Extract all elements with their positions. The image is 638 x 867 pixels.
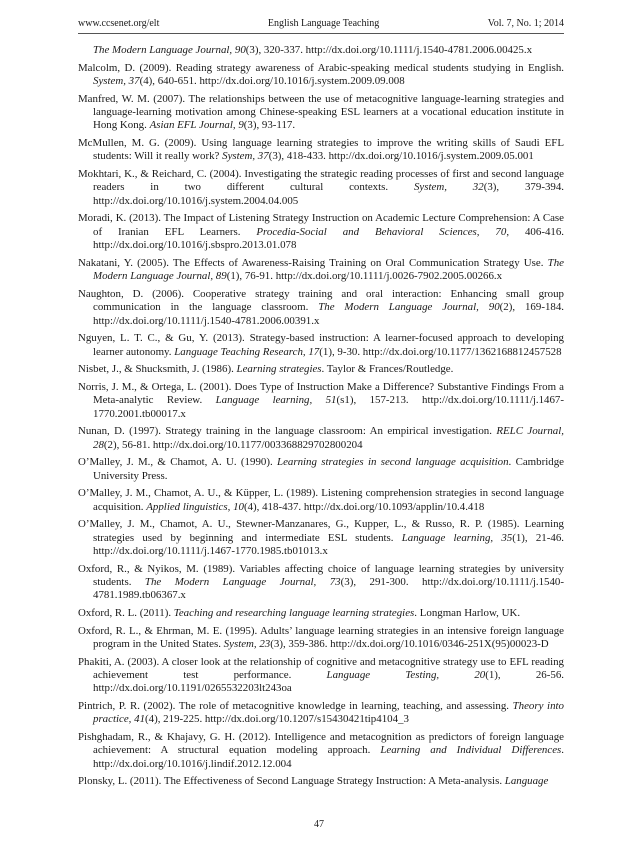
reference-source-italic: Language learning, 51 — [215, 394, 337, 407]
reference-entry — [78, 775, 564, 788]
reference-text: (3), 320-337. http://dx.doi.org/10.1111/j.1540-4781.2006.00425.x — [245, 44, 533, 56]
reference-text: Oxford, R. L., & Ehrman, M. E. (1995). Adults’ language learning strategies in an intensive foreign language program in the United States. — [78, 624, 564, 651]
reference-list — [78, 44, 564, 793]
reference-text: Nunan, D. (1997). Strategy training in the language classroom: An empirical investigation. — [78, 425, 497, 438]
reference-text: (3), 291-300. http://dx.doi.org/10.1111/j.1540-4781.1989.tb06367.x — [93, 576, 564, 602]
reference-text: Pishghadam, R., & Khajavy, G. H. (2012). Intelligence and metacognition as predictors of foreign language achievement: A structural equation modeling approach. — [78, 731, 564, 757]
reference-entry — [78, 257, 564, 284]
reference-source-italic: Procedia-Social and Behavioral Sciences, 70 — [256, 225, 507, 238]
reference-text: Oxford, R., & Nyikos, M. (1989). Variables affecting choice of language learning strategies by university students. — [78, 562, 564, 589]
reference-entry — [78, 363, 564, 376]
reference-text: , 406-416. http://dx.doi.org/10.1016/j.sbspro.2013.01.078 — [93, 225, 565, 252]
reference-text: (1), 26-56. http://dx.doi.org/10.1191/0265532203lt243oa — [93, 669, 564, 695]
reference-text: O’Malley, J. M., Chamot, A. U., Stewner-Manzanares, G., Kupper, L., & Russo, R. P. (1985). Learning strategies used by beginning and intermediate ESL students. — [78, 518, 564, 544]
reference-entry — [78, 288, 564, 328]
reference-source-italic: System, 32 — [413, 181, 484, 194]
reference-text: (2), 56-81. http://dx.doi.org/10.1177/003368829702800204 — [103, 438, 363, 451]
reference-text: Plonsky, L. (2011). The Effectiveness of Second Language Strategy Instruction: A Meta-analysis. — [78, 775, 505, 788]
reference-entry — [78, 332, 564, 359]
running-header — [78, 16, 564, 34]
reference-source-italic: The Modern Language Journal, 73 — [144, 576, 341, 589]
reference-source-italic: Language learning, 35 — [401, 531, 513, 544]
reference-text: Nisbet, J., & Shucksmith, J. (1986). — [78, 363, 237, 376]
reference-entry — [78, 168, 564, 208]
reference-text: (2), 169-184. http://dx.doi.org/10.1111/j.1540-4781.2006.00391.x — [93, 301, 565, 327]
reference-text: Pintrich, P. R. (2002). The role of metacognitive knowledge in learning, teaching, and assessing. — [78, 700, 513, 713]
reference-entry — [78, 607, 564, 620]
reference-text: McMullen, M. G. (2009). Using language learning strategies to improve the writing skills of Saudi EFL students: Will it really work? — [78, 137, 564, 163]
reference-entry — [78, 518, 564, 558]
reference-text: (1), 76-91. http://dx.doi.org/10.1111/j.0026-7902.2005.00266.x — [226, 270, 503, 283]
reference-text: Nakatani, Y. (2005). The Effects of Awareness-Raising Training on Oral Communication Strategy Use. — [78, 256, 548, 269]
reference-text: (s1), 157-213. http://dx.doi.org/10.1111/j.1467-1770.2001.tb00017.x — [93, 394, 565, 420]
reference-source-italic: System, 37 — [93, 75, 140, 87]
reference-source-italic: Learning strategies in second language acquisition — [277, 456, 509, 469]
reference-source-italic: Learning and Individual Differences — [380, 744, 562, 757]
reference-source-italic: System, 23 — [223, 638, 271, 651]
reference-text: Oxford, R. L. (2011). — [78, 607, 174, 620]
volume-issue: Vol. 7, No. 1; 2014 — [487, 17, 564, 29]
reference-text: . http://dx.doi.org/10.1016/j.lindif.2012.12.004 — [93, 744, 564, 770]
reference-source-italic: Language — [504, 775, 549, 788]
reference-text: O’Malley, J. M., & Chamot, A. U. (1990). — [78, 456, 278, 469]
reference-text: Phakiti, A. (2003). A closer look at the relationship of cognitive and metacognitive strategy use to EFL reading achievement test performance. — [78, 655, 564, 682]
reference-source-italic: Asian EFL Journal, 9 — [149, 119, 244, 132]
reference-text: . Longman Harlow, UK. — [414, 607, 521, 620]
reference-text: (3), 379-394. http://dx.doi.org/10.1016/j.system.2004.04.005 — [93, 181, 565, 207]
reference-source-italic: System, 37 — [222, 150, 269, 163]
reference-entry — [78, 563, 564, 603]
reference-source-italic: RELC Journal, 28 — [93, 425, 565, 451]
reference-source-italic: Language Teaching Research, 17 — [174, 345, 320, 358]
reference-source-italic: The Modern Language Journal, 90 — [93, 44, 246, 56]
reference-text: Malcolm, D. (2009). Reading strategy awareness of Arabic-speaking medical students studying in English. — [78, 61, 564, 74]
reference-text: (1), 9-30. http://dx.doi.org/10.1177/1362168812457528 — [319, 345, 562, 358]
reference-text: Nguyen, L. T. C., & Gu, Y. (2013). Strategy-based instruction: A learner-focused approach to developing learner autonomy. — [78, 332, 564, 358]
reference-source-italic: Theory into practice, 41 — [93, 700, 564, 726]
journal-website: www.ccsenet.org/elt — [78, 17, 160, 29]
reference-entry — [78, 625, 564, 652]
reference-entry — [78, 212, 564, 252]
reference-entry — [78, 44, 564, 57]
reference-text: Mokhtari, K., & Reichard, C. (2004). Investigating the strategic reading processes of first and second language readers in two different cultural contexts. — [78, 168, 564, 194]
reference-text: Moradi, K. (2013). The Impact of Listening Strategy Instruction on Academic Lecture Comprehension: A Case of Iranian EFL Learners. — [78, 212, 564, 238]
reference-entry — [78, 731, 564, 771]
reference-text: (4), 418-437. http://dx.doi.org/10.1093/applin/10.4.418 — [243, 500, 485, 513]
reference-entry — [78, 656, 564, 696]
reference-text: Naughton, D. (2006). Cooperative strategy training and oral interaction: Enhancing small group communication in the language classroom. — [78, 287, 564, 314]
reference-text: (3), 93-117. — [243, 119, 296, 132]
reference-entry — [78, 700, 564, 727]
page-number: 47 — [314, 819, 324, 830]
reference-text: O’Malley, J. M., Chamot, A. U., & Küpper, L. (1989). Listening comprehension strategies in second language acquisition. — [78, 487, 564, 513]
reference-source-italic: Applied linguistics, 10 — [146, 500, 244, 513]
reference-source-italic: Teaching and researching language learning strategies — [173, 607, 415, 620]
reference-text: (1), 21-46. http://dx.doi.org/10.1111/j.1467-1770.1985.tb01013.x — [93, 531, 564, 558]
reference-text: Manfred, W. M. (2007). The relationships between the use of metacognitive language-learning strategies and language-learning motivation among Chinese-speaking ESL learners at a vocational education institute in Hong Kong. — [78, 92, 564, 132]
reference-entry — [78, 137, 564, 164]
reference-text: (4), 219-225. http://dx.doi.org/10.1207/s15430421tip4104_3 — [145, 713, 409, 726]
reference-entry — [78, 456, 564, 483]
reference-text: . Cambridge University Press. — [93, 456, 564, 482]
journal-name: English Language Teaching — [267, 17, 380, 29]
reference-text: (3), 418-433. http://dx.doi.org/10.1016/j.system.2009.05.001 — [268, 150, 534, 163]
reference-source-italic: Language Testing, 20 — [326, 669, 486, 682]
reference-text: (3), 359-386. http://dx.doi.org/10.1016/0346-251X(95)00023-D — [270, 638, 549, 651]
reference-entry — [78, 487, 564, 514]
reference-entry — [78, 425, 564, 452]
reference-source-italic: Learning strategies — [236, 363, 322, 376]
reference-text: Norris, J. M., & Ortega, L. (2001). Does Type of Instruction Make a Difference? Substantive Findings From a Meta-analytic Review. — [78, 380, 564, 407]
reference-text: (4), 640-651. http://dx.doi.org/10.1016/j.system.2009.09.008 — [139, 75, 405, 87]
reference-entry — [78, 381, 564, 421]
reference-text: . Taylor & Frances/Routledge. — [321, 363, 454, 376]
reference-entry — [78, 93, 564, 133]
reference-entry — [78, 62, 564, 89]
reference-source-italic: The Modern Language Journal, 90 — [318, 301, 500, 314]
reference-source-italic: The Modern Language Journal, 89 — [93, 256, 564, 283]
